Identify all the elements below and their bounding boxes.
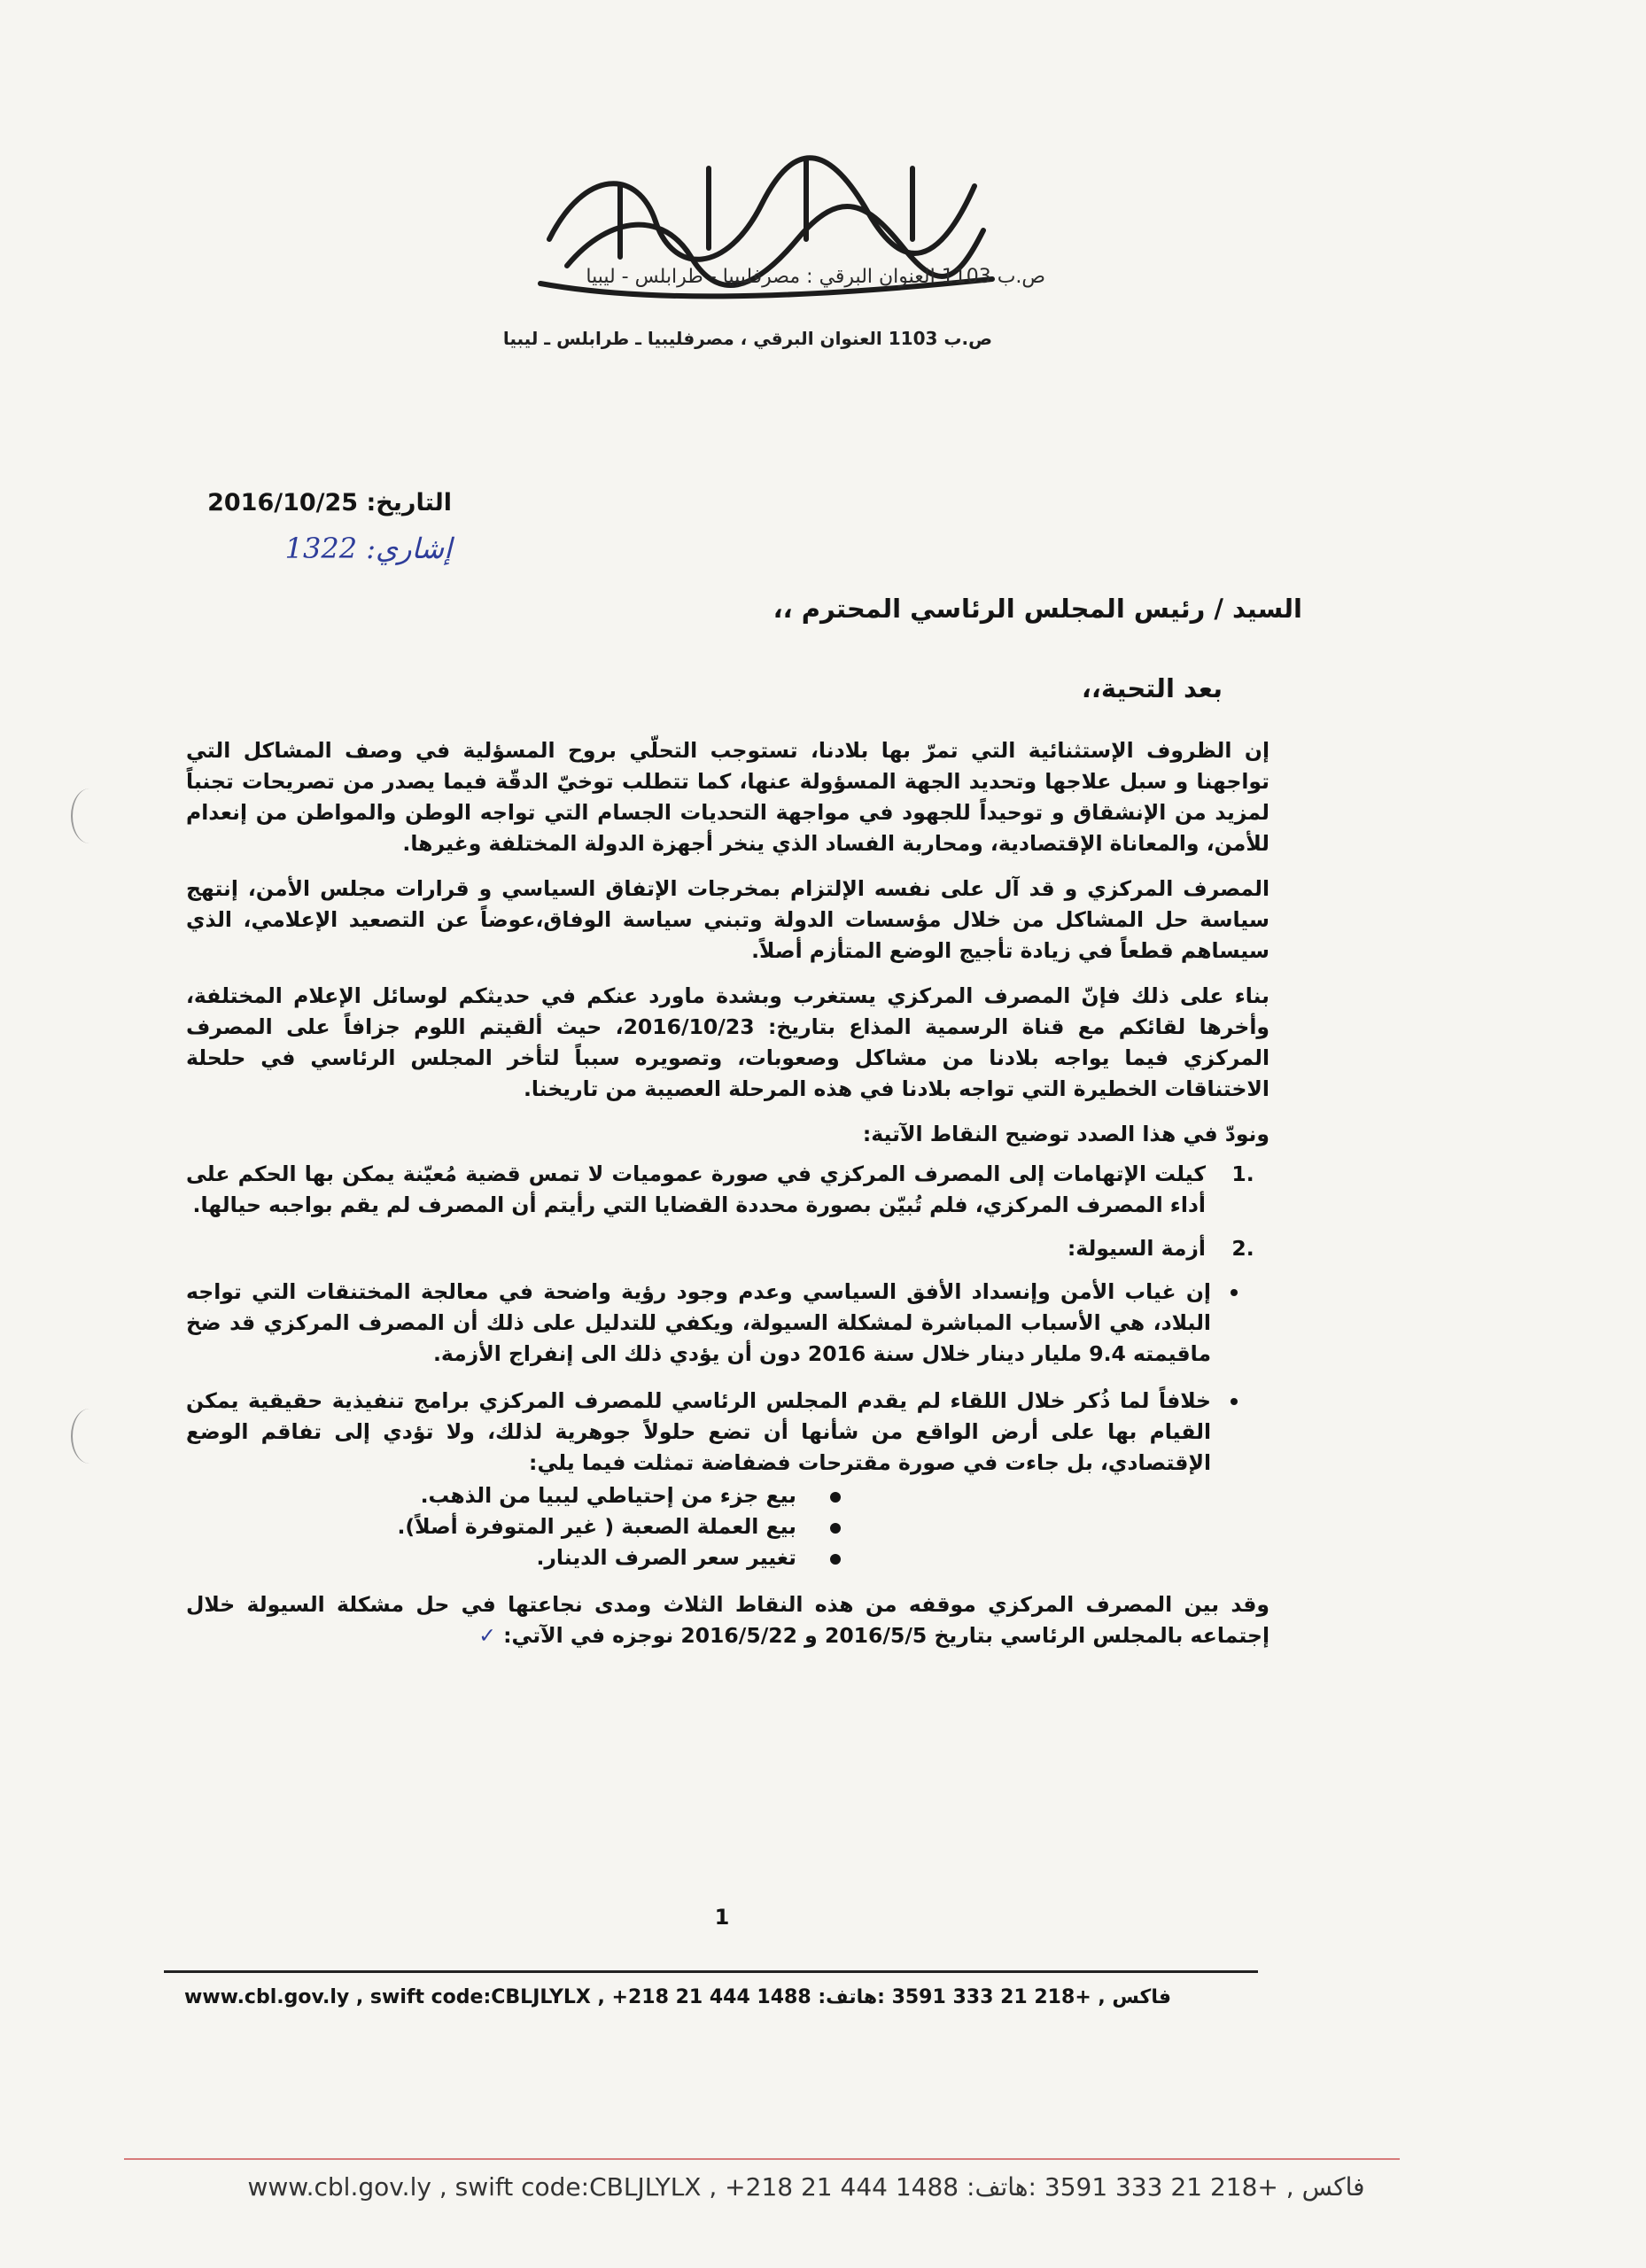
sub-item: تغيير سعر الصرف الدينار. — [186, 1542, 821, 1573]
reference-line — [221, 532, 452, 565]
paragraph: بناء على ذلك فإنّ المصرف المركزي يستغرب وبشدة ماورد عنكم في حديثكم لوسائل الإعلام المختلفة، وأخرها لقائكم مع قناة الرسمية المذاع بتاريخ: 2016/10/23، حيث ألقيتم اللوم جزافاً على المصرف المركزي فيما يواجه بلادنا من مشاكل وصعوبات، وتصويره سبباً لتأخر المجلس الرئاسي في حلحلة الاختناقات الخطيرة التي تواجه بلادنا في هذه المرحلة العصيبة من تاريخنا. — [186, 983, 1269, 1101]
reference-label: إشاري: — [366, 532, 452, 565]
page-number: 1 — [714, 1905, 730, 1930]
item-title: أزمة السيولة: — [1067, 1236, 1206, 1261]
closing-paragraph — [186, 1589, 1269, 1651]
sub-item: بيع جزء من إحتياطي ليبيا من الذهب. — [186, 1480, 821, 1511]
address-line-bottom: ص.ب 1103 العنوان البرقي ، مصرفليبيا ـ طرابلس ـ ليبيا — [502, 328, 992, 349]
bullet-text: إن غياب الأمن وإنسداد الأفق السياسي وعدم وجود رؤية واضحة في معالجة المختنقات التي تواجه البلاد، هي الأسباب المباشرة لمشكلة السيولة، ويكفي للتدليل على ذلك أن المصرف المركزي قد ضخ ماقيمته 9.4 مليار دينار خلال سنة 2016 دون أن يؤدي ذلك الى إنفراج الأزمة. — [186, 1279, 1211, 1366]
numbered-item-2 — [186, 1233, 1269, 1264]
bullet-item — [186, 1386, 1234, 1573]
sub-list — [186, 1480, 1211, 1573]
bullet-text: خلافاً لما ذُكر خلال اللقاء لم يقدم المجلس الرئاسي للمصرف المركزي برامج تنفيذية حقيقية يمكن القيام بها على أرض الواقع من شأنها أن تضع حلولاً جوهرية لذلك، ولا تؤدي إلى تفاقم الوضع الإقتصادي، بل جاءت في صورة مقترحات فضفاضة تمثلت فيما يلي: — [186, 1388, 1211, 1475]
paragraph: إن الظروف الإستثنائية التي تمرّ بها بلادنا، تستوجب التحلّي بروح المسؤلية في وصف المشاكل التي تواجهنا و سبل علاجها وتحديد الجهة المسؤولة عنها، كما تتطلب توخيّ الدقّة فيما يصدر من تصريحات تجنباً لمزيد من الإنشقاق و توحيداً للجهود في مواجهة التحديات الجسام التي تواجه الوطن والمواطن من إنعدام للأمن، والمعاناة الإقتصادية، ومحاربة الفساد الذي ينخر أجهزة الدولة المختلفة وغيرها. — [186, 738, 1269, 856]
bullet-list — [186, 1277, 1269, 1573]
letter-body — [186, 735, 1269, 1666]
date-value: 2016/10/25 — [207, 489, 359, 517]
footer-divider — [164, 1970, 1258, 1973]
greeting: بعد التحية،، — [1081, 673, 1223, 703]
paragraph: المصرف المركزي و قد آل على نفسه الإلتزام بمخرجات الإتفاق السياسي و قرارات مجلس الأمن، إنتهج سياسة حل المشاكل من خلال مؤسسات الدولة وتبني سياسة الوفاق،عوضاً عن التصعيد الإعلامي، الذي سيساهم قطعاً في زيادة تأجيج الوضع المتأزم أصلاً. — [186, 876, 1269, 963]
punch-hole-icon — [71, 788, 108, 843]
pen-checkmark-icon: ✓ — [478, 1623, 496, 1648]
item-number: .2 — [1231, 1236, 1254, 1261]
punch-hole-icon — [71, 1409, 108, 1464]
bullet-item — [186, 1277, 1234, 1370]
footer-divider-red — [124, 2158, 1400, 2160]
footer-contact-outer: www.cbl.gov.ly , swift code:CBLJLYLX , +218 21 444 1488 :فاكس , +218 21 333 3591 :هاتف — [247, 2172, 1365, 2202]
date-line — [204, 489, 452, 517]
numbered-item-1 — [186, 1159, 1269, 1221]
list-intro: ونودّ في هذا الصدد توضيح النقاط الآتية: — [862, 1122, 1269, 1146]
item-text: كيلت الإتهامات إلى المصرف المركزي في صورة عموميات لا تمس قضية مُعيّنة يمكن بها الحكم على أداء المصرف المركزي، فلم تُبيّن بصورة محددة القضايا التي رأيتم أن المصرف لم يقم بواجبه حيالها. — [186, 1161, 1206, 1217]
sub-item: بيع العملة الصعبة ( غير المتوفرة أصلاً). — [186, 1511, 821, 1542]
closing-text: وقد بين المصرف المركزي موقفه من هذه النقاط الثلاث ومدى نجاعتها في حل مشكلة السيولة خلال إجتماعه بالمجلس الرئاسي بتاريخ 2016/5/5 و 2016/5/22 نوجزه في الآتي: — [186, 1592, 1269, 1648]
addressee: السيد / رئيس المجلس الرئاسي المحترم ،، — [773, 594, 1302, 624]
address-line-top: ص.ب 1103 العنوان البرقي : مصرفليبيا - طرابلس - ليبيا — [586, 266, 1045, 288]
footer-contact-inner: www.cbl.gov.ly , swift code:CBLJLYLX , +218 21 444 1488 :فاكس , +218 21 333 3591 :هاتف — [184, 1986, 1171, 2008]
reference-number: 1322 — [284, 532, 358, 565]
item-number: .1 — [1231, 1161, 1254, 1186]
date-label: التاريخ: — [366, 489, 452, 517]
